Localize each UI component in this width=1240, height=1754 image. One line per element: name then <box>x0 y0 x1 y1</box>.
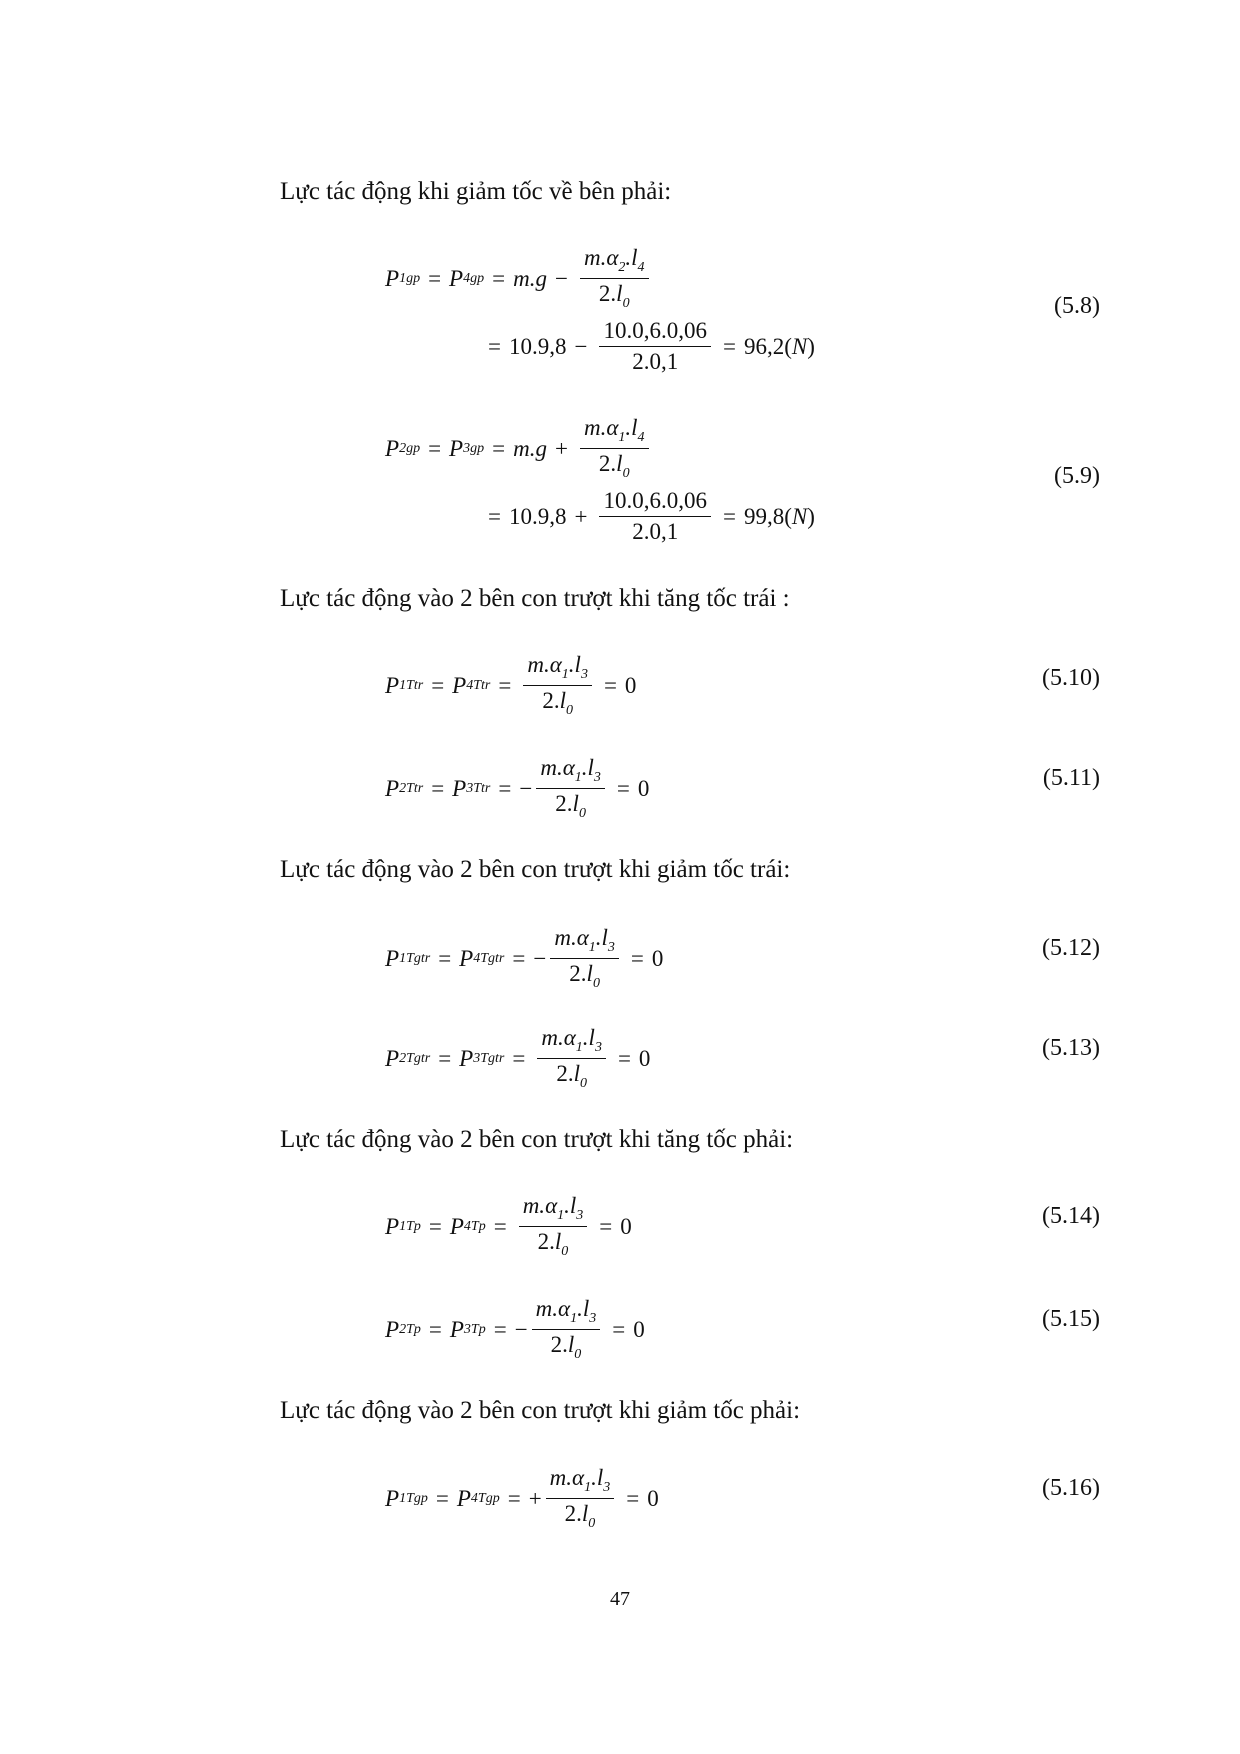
page-number: 47 <box>610 1588 630 1610</box>
equation-5-16: P 1Tgp = P 4Tgp = + $\frac{m.\alpha_1.l_3}{2.l_0}$ = 0 <box>385 1465 659 1531</box>
paragraph-decel-left: Lực tác động vào 2 bên con trượt khi giảm tốc trái: <box>280 856 791 883</box>
equation-number-5-11: (5.11) <box>1042 765 1100 791</box>
equation-5-13: P 2Tgtr = P 3Tgtr = $\frac{m.\alpha_1.l_3}{2.l_0}$ = 0 <box>385 1025 651 1091</box>
equation-5-15: P 2Tp = P 3Tp = − $\frac{m.\alpha_1.l_3}{2.l_0}$ = 0 <box>385 1296 645 1362</box>
equation-number-5-16: (5.16) <box>1042 1475 1100 1501</box>
paragraph-decel-right-slider: Lực tác động vào 2 bên con trượt khi giảm tốc phải: <box>280 1397 801 1424</box>
equation-5-10: P 1Ttr = P 4Ttr = $\frac{m.\alpha_1.l_3}{2.l_0}$ = 0 <box>385 652 637 718</box>
paragraph-accel-left: Lực tác động vào 2 bên con trượt khi tăng tốc trái : <box>280 585 790 612</box>
equation-5-8-line1: P 1gp = P 4gp = m.g − $\frac{m.\alpha_2.l_4}{2.l_0}$ <box>385 245 815 312</box>
equation-5-9-line1: P 2gp = P 3gp = m.g + $\frac{m.\alpha_1.l_4}{2.l_0}$ <box>385 415 815 482</box>
equation-number-5-15: (5.15) <box>1042 1306 1100 1332</box>
equation-number-5-12: (5.12) <box>1042 935 1100 961</box>
equation-number-5-9: (5.9) <box>1054 463 1100 489</box>
equation-number-5-8: (5.8) <box>1054 293 1100 319</box>
equation-5-12: P 1Tgtr = P 4Tgtr = − $\frac{m.\alpha_1.l_3}{2.l_0}$ = 0 <box>385 925 664 991</box>
equation-5-8-line2: = 10.9,8 − $\frac{10.0,6.0,06}{2.0,1}$ = 96,2 ( N ) <box>488 318 815 374</box>
equation-5-8 <box>385 245 815 375</box>
equation-number-5-14: (5.14) <box>1042 1203 1100 1229</box>
paragraph-accel-right: Lực tác động vào 2 bên con trượt khi tăng tốc phải: <box>280 1126 794 1153</box>
paragraph-decel-right: Lực tác động khi giảm tốc về bên phải: <box>280 178 672 205</box>
equation-5-9 <box>385 415 815 545</box>
equation-number-5-10: (5.10) <box>1042 665 1100 691</box>
equation-number-5-13: (5.13) <box>1042 1035 1100 1061</box>
equation-5-11: P 2Ttr = P 3Ttr = − $\frac{m.\alpha_1.l_3}{2.l_0}$ = 0 <box>385 755 650 821</box>
equation-5-14: P 1Tp = P 4Tp = $\frac{m.\alpha_1.l_3}{2.l_0}$ = 0 <box>385 1193 632 1259</box>
equation-5-9-line2: = 10.9,8 + $\frac{10.0,6.0,06}{2.0,1}$ = 99,8 ( N ) <box>488 488 815 544</box>
